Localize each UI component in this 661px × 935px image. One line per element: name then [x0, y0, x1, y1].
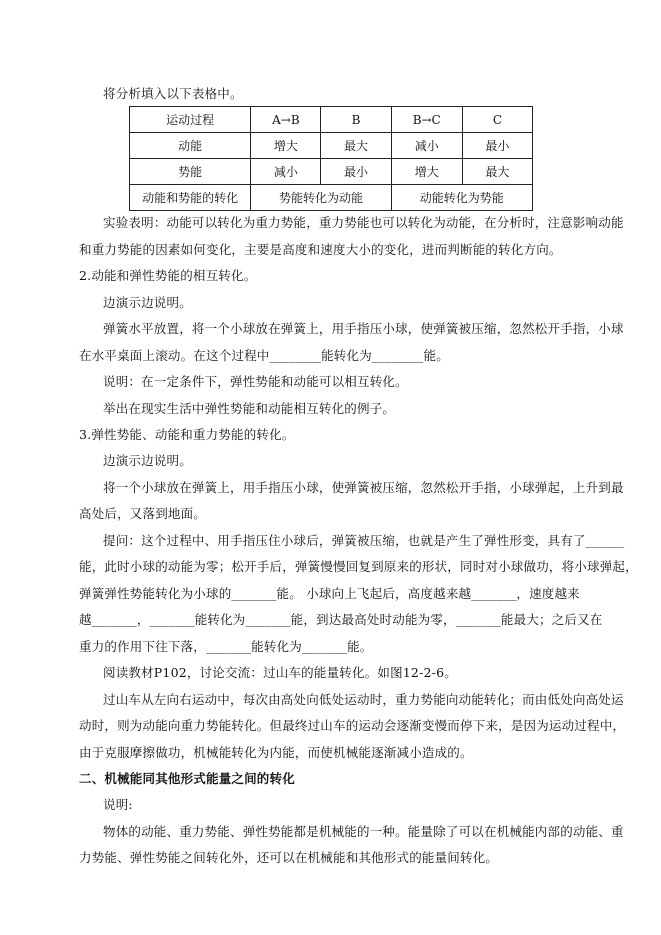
table-cell: 减小: [391, 133, 462, 159]
table-row: [130, 133, 533, 159]
table-header-row: [130, 107, 533, 133]
table-row: [130, 185, 533, 211]
paragraph-line: 举出在现实生活中弹性势能和动能相互转化的例子。: [103, 401, 396, 416]
paragraph-line: 能，此时小球的动能为零；松开手后，弹簧慢慢回复到原来的形状，同时对小球做功，将小球弹起，: [79, 559, 638, 574]
table-header-cell: 运动过程: [130, 107, 251, 133]
paragraph-line: 在水平桌面上滚动。在这个过程中________能转化为________能。: [79, 348, 449, 363]
paragraph-line: 物体的动能、重力势能、弹性势能都是机械能的一种。能量除了可以在机械能内部的动能、重: [103, 824, 624, 839]
table-cell: 动能: [130, 133, 251, 159]
paragraph-line: 说明：在一定条件下，弹性势能和动能可以相互转化。: [103, 374, 408, 389]
section-heading: 3.弹性势能、动能和重力势能的转化。: [79, 427, 295, 442]
table-cell: 势能转化为动能: [251, 185, 391, 211]
paragraph-line: 高处后，又落到地面。: [79, 506, 207, 521]
table-cell: 最大: [462, 159, 532, 185]
paragraph-line: 越_______，_______能转化为_______能，到达最高处时动能为零，_______能最大；之后又在: [79, 612, 603, 627]
table-intro: 将分析填入以下表格中。: [103, 86, 243, 101]
table-cell: 增大: [251, 133, 321, 159]
section-heading: 二、机械能同其他形式能量之间的转化: [79, 771, 295, 786]
paragraph-line: 动时，则为动能向重力势能转化。但最终过山车的运动会逐渐变慢而停下来，是因为运动过程中，: [79, 718, 626, 733]
paragraph-line: 阅读教材P102，讨论交流：过山车的能量转化。如图12-2-6。: [103, 665, 457, 680]
paragraph-line: 说明:: [103, 797, 133, 812]
table-header-cell: C: [462, 107, 532, 133]
table-cell: 最大: [321, 133, 391, 159]
paragraph-line: 边演示边说明。: [103, 453, 192, 468]
section-heading: 2.动能和弹性势能的相互转化。: [79, 268, 257, 283]
paragraph-line: 实验表明：动能可以转化为重力势能，重力势能也可以转化为动能，在分析时，注意影响动能: [103, 215, 624, 230]
table-header-cell: B→C: [391, 107, 462, 133]
table-cell: 减小: [251, 159, 321, 185]
paragraph-line: 重力的作用下往下落，_______能转化为_______能。: [79, 639, 373, 654]
energy-table: [129, 106, 533, 211]
paragraph-line: 过山车从左向右运动中，每次由高处向低处运动时，重力势能向动能转化；而由低处向高处运: [103, 692, 624, 707]
table-cell: 最小: [462, 133, 532, 159]
paragraph-line: 弹簧水平放置，将一个小球放在弹簧上，用手指压小球，使弹簧被压缩，忽然松开手指，小球: [103, 321, 624, 336]
table-header-cell: B: [321, 107, 391, 133]
paragraph-line: 边演示边说明。: [103, 295, 192, 310]
table-cell: 增大: [391, 159, 462, 185]
table-cell: 最小: [321, 159, 391, 185]
paragraph-line: 和重力势能的因素如何变化，主要是高度和速度大小的变化，进而判断能的转化方向。: [79, 242, 562, 257]
table-header-cell: A→B: [251, 107, 321, 133]
table-row: [130, 159, 533, 185]
table-cell: 动能转化为势能: [391, 185, 532, 211]
table-cell: 动能和势能的转化: [130, 185, 251, 211]
paragraph-line: 力势能、弹性势能之间转化外，还可以在机械能和其他形式的能量间转化。: [79, 850, 499, 865]
paragraph-line: 将一个小球放在弹簧上，用手指压小球，使弹簧被压缩，忽然松开手指，小球弹起，上升到最: [103, 480, 624, 495]
paragraph-line: 提问：这个过程中、用手指压住小球后，弹簧被压缩，也就是产生了弹性形变，具有了______: [103, 533, 625, 548]
table-cell: 势能: [130, 159, 251, 185]
paragraph-line: 弹簧弹性势能转化为小球的_______能。 小球向上飞起后，高度越来越_______，速度越来: [79, 586, 580, 601]
paragraph-line: 由于克服摩擦做功，机械能转化为内能，而使机械能逐渐减小造成的。: [79, 745, 473, 760]
